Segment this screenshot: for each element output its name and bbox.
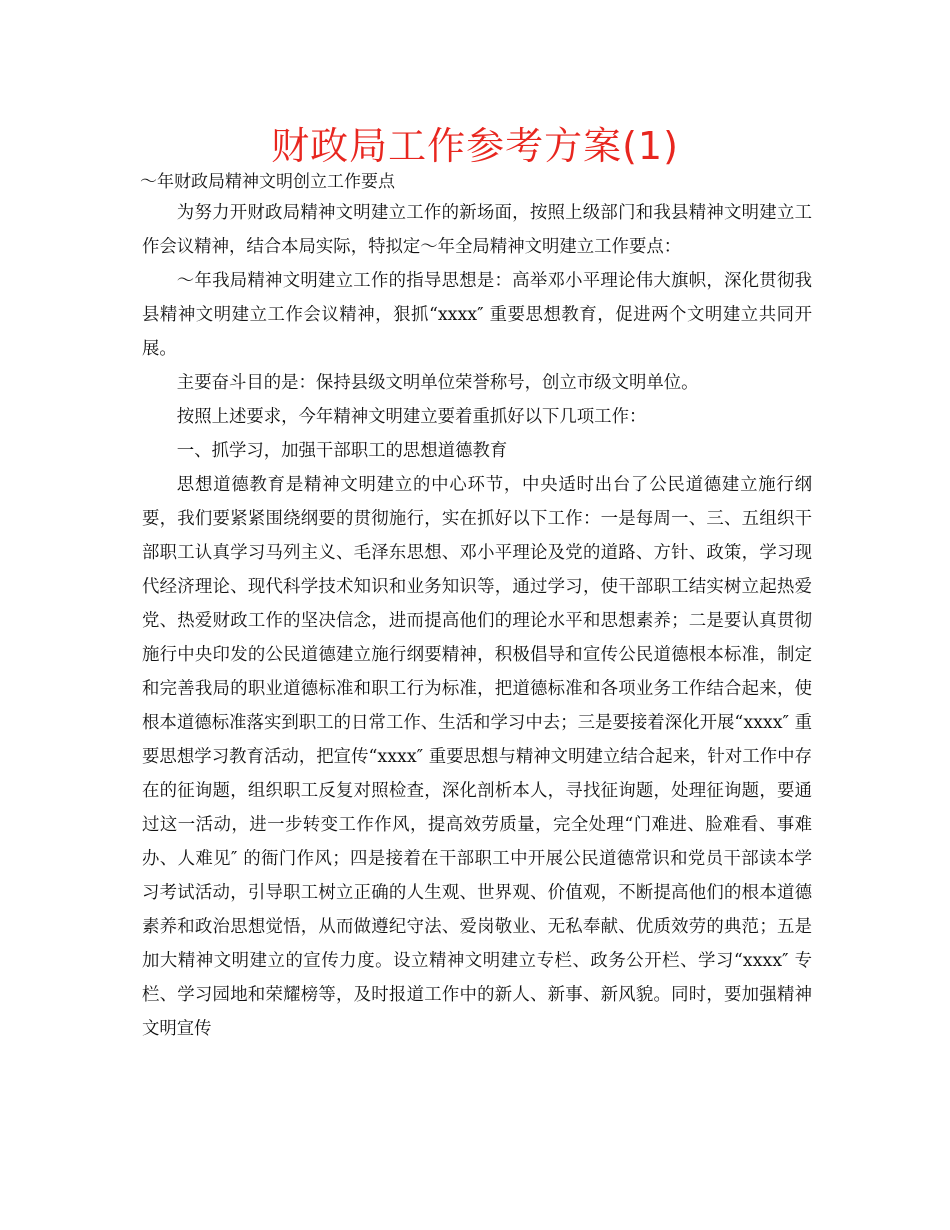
paragraph-requirements: 按照上述要求，今年精神文明建立要着重抓好以下几项工作： [176,407,647,427]
paragraph-main-goal: 主要奋斗目的是：保持县级文明单位荣誉称号，创立市级文明单位。 [176,373,699,393]
section-heading-1: 一、抓学习，加强干部职工的思想道德教育 [176,441,508,461]
paragraph-moral-education: 思想道德教育是精神文明建立的中心环节，中央适时出台了公民道德建立施行纲要，我们要紧紧围绕纲要的贯彻施行，实在抓好以下工作：一是每周一、三、五组织干部职工认真学习马列主义、毛泽东思想、邓小平理论及党的道路、方针、政策，学习现代经济理论、现代科学技术知识和业务知识等，通过学习，使干部职工结实树立起热爱党、热爱财政工作的坚决信念，进而提高他们的理论水平和思想素养；二是要认真贯彻施行中央印发的公民道德建立施行纲要精神，积极倡导和宣传公民道德根本标准，制定和完善我局的职业道德标准和职工行为标准，把道德标准和各项业务工作结合起来，使根本道德标准落实到职工的日常工作、生活和学习中去；三是要接着深化开展“xxxx″ 重要思想学习教育活动，把宣传“xxxx″ 重要思想与精神文明建立结合起来，针对工作中存在的征询题，组织职工反复对照检查，深化剖析本人，寻找征询题，处理征询题，要通过这一活动，进一步转变工作作风，提高效劳质量，完全处理“门难进、脸难看、事难办、人难见″ 的衙门作风；四是接着在干部职工中开展公民道德常识和党员干部读本学习考试活动，引导职工树立正确的人生观、世界观、价值观，不断提高他们的根本道德素养和政治思想觉悟，从而做遵纪守法、爱岗敬业、无私奉献、优质效劳的典范；五是加大精神文明建立的宣传力度。设立精神文明建立专栏、政务公开栏、学习“xxxx″ 专栏、学习园地和荣耀榜等，及时报道工作中的新人、新事、新风貌。同时，要加强精神文明宣传 [142,475,812,1039]
paragraph-guiding-thought: ～年我局精神文明建立工作的指导思想是：高举邓小平理论伟大旗帜，深化贯彻我县精神文明建立工作会议精神，狠抓“xxxx″ 重要思想教育，促进两个文明建立共同开展。 [142,271,812,359]
document-subtitle: ～年财政局精神文明创立工作要点 [140,172,395,192]
document-body [142,196,812,1046]
document-title: 财政局工作参考方案(1) [271,124,679,168]
paragraph-intro: 为努力开财政局精神文明建立工作的新场面，按照上级部门和我县精神文明建立工作会议精神，结合本局实际，特拟定～年全局精神文明建立工作要点： [142,203,812,257]
